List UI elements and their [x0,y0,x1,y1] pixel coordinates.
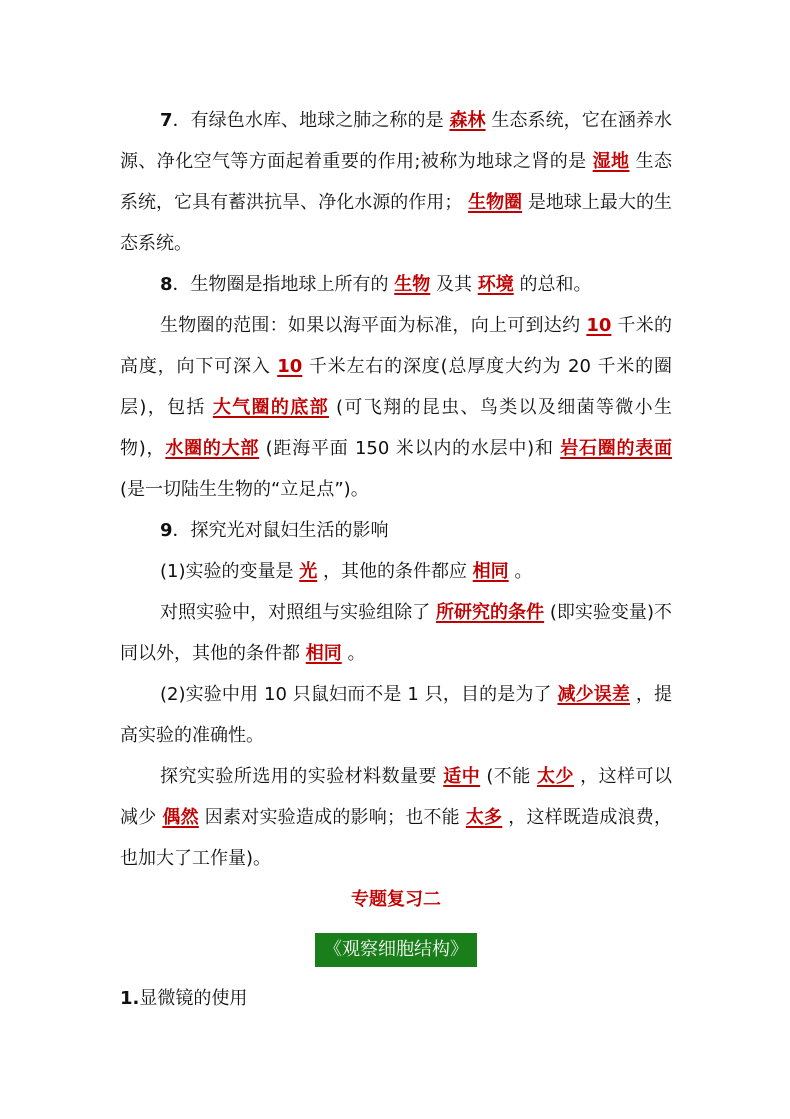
text: 对照实验中，对照组与实验组除了 [160,602,436,623]
text: 千米左右的深度(总厚度大约为 20 千米的圈层)，包括 [120,356,672,418]
question-number: 9 [160,520,173,541]
text: 。 [341,643,366,664]
section-heading: 专题复习二 [351,889,441,910]
answer-blank: 岩石圈的表面 [560,438,673,459]
text: 探究实验所选用的实验材料数量要 [160,766,444,787]
text: 千米的高度，向下可深入 [120,315,672,377]
text: 生态系统，它具有蓄洪抗旱、净化水源的作用； [120,151,672,213]
answer-blank: 生物 [394,274,431,295]
paragraph-biosphere-range [120,305,672,510]
answer-blank: 偶然 [162,807,199,828]
answer-blank: 10 [586,315,612,336]
text: 生物圈的范围：如果以海平面为标准，向上可到达约 [160,315,587,336]
answer-blank: 减少误差 [557,684,631,705]
text: (即实验变量)不同以外，其他的条件都 [120,602,672,664]
answer-blank: 太多 [465,807,503,828]
text: (不能 [480,766,537,787]
answer-blank: 所研究的条件 [435,602,545,623]
text: (可飞翔的昆虫、鸟类以及细菌等微小生物)， [120,397,672,459]
text: ，这样可以减少 [120,766,672,828]
paragraph-q9 [120,510,672,551]
text: ，这样既造成浪费，也加大了工作量)。 [120,807,672,869]
answer-blank: 大气圈的底部 [212,397,329,418]
answer-blank: 森林 [449,110,486,131]
subsection-title [120,978,672,1019]
paragraph-q8 [120,264,672,305]
paragraph-q7 [120,100,672,264]
answer-blank: 湿地 [592,151,630,172]
answer-blank: 适中 [443,766,481,787]
paragraph-material-quantity [120,756,672,879]
text: (距海平面 150 米以内的水层中)和 [259,438,561,459]
text: ．有绿色水库、地球之肺之称的是 [172,110,450,131]
text: 生态系统，它在涵养水源、净化空气等方面起着重要的作用;被称为地球之肾的是 [120,110,672,172]
section-badge: 《观察细胞结构》 [315,933,477,967]
paragraph-sample-size [120,674,672,756]
text: 。 [508,561,533,582]
question-number: 8 [160,274,173,295]
answer-blank: 水圈的大部 [165,438,260,459]
subsection-number: 1. [120,988,140,1009]
answer-blank: 10 [277,356,303,377]
text: ．探究光对鼠妇生活的影响 [172,520,389,541]
text: 是地球上最大的生态系统。 [120,192,672,254]
question-number: 7 [160,110,173,131]
paragraph-variable [120,551,672,592]
text: 及其 [430,274,478,295]
text: (1)实验的变量是 [160,561,300,582]
paragraph-control [120,592,672,674]
text: ，其他的条件都应 [317,561,473,582]
answer-blank: 相同 [472,561,509,582]
text: ，提高实验的准确性。 [120,684,672,746]
answer-blank: 环境 [477,274,514,295]
text: ．生物圈是指地球上所有的 [172,274,395,295]
answer-blank: 生物圈 [468,192,523,213]
text: 的总和。 [513,274,592,295]
section-badge-row [120,928,672,972]
document-content [120,100,672,1019]
text: (2)实验中用 10 只鼠妇而不是 1 只，目的是为了 [160,684,558,705]
text: (是一切陆生生物的“立足点”)。 [120,479,369,500]
answer-blank: 光 [299,561,318,582]
text: 因素对实验造成的影响；也不能 [198,807,466,828]
answer-blank: 太少 [536,766,574,787]
subsection-text: 显微镜的使用 [139,988,248,1009]
answer-blank: 相同 [305,643,342,664]
